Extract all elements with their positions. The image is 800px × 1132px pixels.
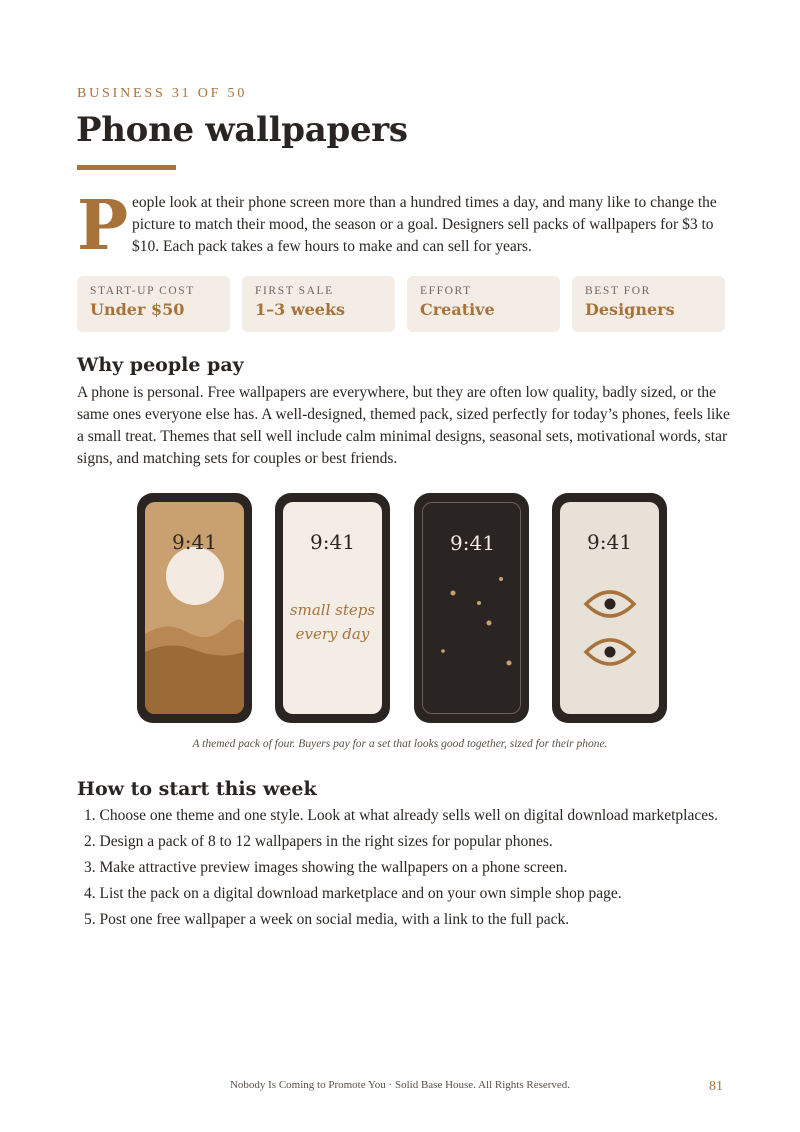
stat-card-best-for (572, 276, 725, 332)
phone-clock: 9:41 (450, 531, 495, 555)
steps-list (84, 806, 718, 936)
page-number: 81 (709, 1079, 723, 1094)
phone-moon-wallpaper (414, 493, 529, 723)
intro-line: eople look at their phone screen more than a hundred times a day, and many like to change the (132, 194, 717, 211)
stat-label: START-UP COST (90, 285, 195, 297)
stat-label: EFFORT (420, 285, 472, 297)
phone-screen (283, 502, 382, 714)
step-item: 5. Post one free wallpaper a week on social media, with a link to the full pack. (84, 911, 570, 928)
stat-value: Under $50 (90, 300, 185, 319)
why-paragraph (77, 384, 730, 472)
stat-value: Designers (585, 300, 675, 319)
quote-line: every day (295, 625, 370, 643)
stat-card-first-sale (242, 276, 395, 332)
phone-sun-wallpaper (137, 493, 252, 723)
wallpaper-quote (283, 598, 382, 646)
phone-screen (145, 502, 244, 714)
stat-card-effort (407, 276, 560, 332)
step-item: 1. Choose one theme and one style. Look at what already sells well on digital download marketplaces. (84, 807, 719, 824)
phone-screen (560, 502, 659, 714)
how-heading: How to start this week (77, 778, 317, 800)
page-footer: Nobody Is Coming to Promote You · Solid Base House. All Rights Reserved. (229, 1079, 571, 1091)
stat-value: 1–3 weeks (255, 300, 346, 319)
why-heading: Why people pay (77, 354, 244, 376)
intro-line: $10. Each pack takes a few hours to make and can sell for years. (132, 238, 532, 255)
phone-clock: 9:41 (172, 530, 217, 554)
phone-eyes-wallpaper (552, 493, 667, 723)
phone-illustrations (137, 493, 667, 723)
stat-label: BEST FOR (585, 285, 651, 297)
page-title: Phone wallpapers (76, 110, 408, 150)
stat-value: Creative (420, 300, 495, 319)
figure-caption: A themed pack of four. Buyers pay for a set that looks good together, sized for their phone. (192, 738, 608, 750)
step-item: 3. Make attractive preview images showing the wallpapers on a phone screen. (84, 859, 568, 876)
drop-cap: P (77, 186, 129, 266)
phone-screen (422, 502, 521, 714)
stat-label: FIRST SALE (255, 285, 334, 297)
why-line: same ones everyone else has. A well-designed, themed pack, sized perfectly for today’s phones, feels like (77, 406, 730, 423)
step-item: 2. Design a pack of 8 to 12 wallpapers in the right sizes for popular phones. (84, 833, 553, 850)
why-line: a small treat. Themes that sell well include calm minimal designs, seasonal sets, motivational words, star (77, 428, 728, 445)
intro-paragraph (77, 186, 725, 266)
quote-line: small steps (289, 601, 376, 619)
why-line: A phone is personal. Free wallpapers are everywhere, but they are often low quality, badly sized, or the (77, 384, 717, 401)
stats-row (77, 276, 725, 332)
phone-clock: 9:41 (587, 530, 632, 554)
title-rule (77, 165, 176, 170)
phone-quote-wallpaper (275, 493, 390, 723)
phone-clock: 9:41 (310, 530, 355, 554)
why-line: signs, and matching sets for couples or best friends. (77, 450, 398, 467)
step-item: 4. List the pack on a digital download marketplace and on your own simple shop page. (84, 885, 622, 902)
section-eyebrow: BUSINESS 31 OF 50 (77, 86, 248, 101)
intro-line: picture to match their mood, the season or a goal. Designers sell packs of wallpapers for $3 to (132, 216, 714, 233)
stat-card-startup-cost (77, 276, 230, 332)
